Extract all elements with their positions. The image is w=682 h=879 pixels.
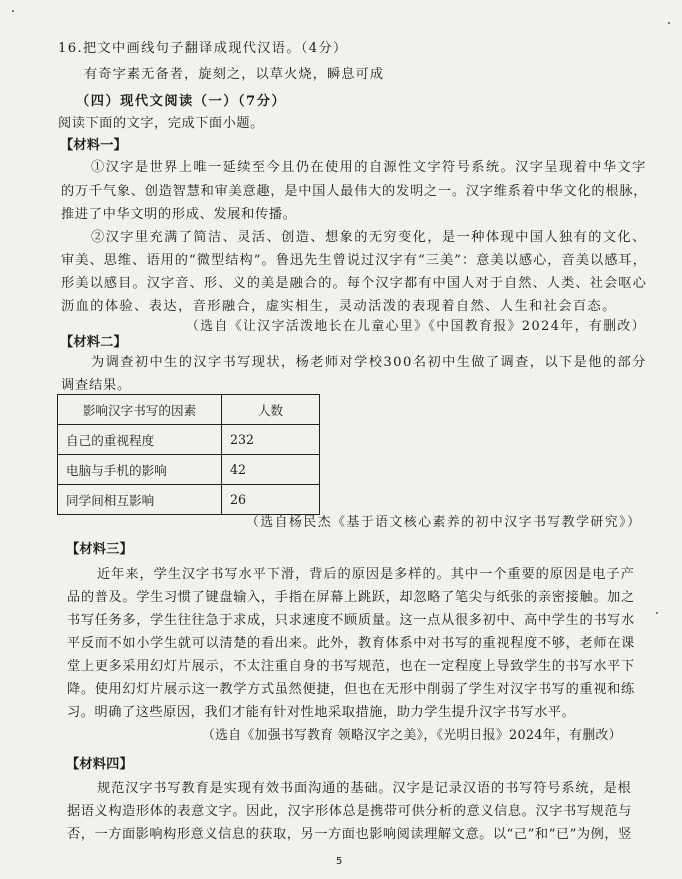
- material-1-heading: 【材料一】: [60, 138, 127, 153]
- material-2-heading: 【材料二】: [60, 335, 127, 350]
- table-cell: 26: [222, 485, 320, 515]
- material-3-line: 书写任务多，学生往往急于求成，只求速度不顾质量。这一点从很多初中、高中学生的书写水: [67, 613, 635, 628]
- question-16-prompt: 16.把文中画线句子翻译成现代汉语。（4分）: [58, 41, 348, 56]
- material-1-line: 沥血的体验、表达，音形融合，虚实相生，灵动活泼的表现着自然、人生和社会百态。: [61, 299, 617, 314]
- page-number: 5: [336, 856, 343, 867]
- table-header-cell: 人数: [222, 395, 320, 425]
- material-4-line: 据语义构造形体的表意文字。因此，汉字形体总是携带可供分析的意义信息。汉字书写规范与: [67, 804, 632, 819]
- material-3-heading: 【材料三】: [66, 542, 133, 557]
- table-cell: 42: [222, 455, 320, 485]
- reading-instruction: 阅读下面的文字，完成下面小题。: [58, 116, 264, 131]
- material-2-line: 调查结果。: [61, 378, 131, 393]
- table-cell: 电脑与手机的影响: [58, 455, 222, 485]
- material-4-line: 规范汉字书写教育是实现有效书面沟通的基础。汉字是记录汉语的书写符号系统，是根: [97, 781, 632, 796]
- material-3-line: 堂上更多采用幻灯片展示，不太注重自身的书写规范，也在一定程度上导致学生的书写水平下: [67, 659, 635, 674]
- material-3-line: 近年来，学生汉字书写水平下滑，背后的原因是多样的。其中一个重要的原因是电子产: [97, 567, 635, 582]
- material-1-line: 审美、思维、语用的“微型结构”。鲁迅先生曾说过汉字有“三美”：意美以感心，音美以感耳，: [61, 253, 647, 268]
- material-1-line: 形美以感目。汉字音、形、义的美是融合的。每个汉字都有中国人对于自然、人类、社会呕心: [61, 276, 647, 291]
- material-1-line: 的万千气象、创造智慧和审美意趣，是中国人最伟大的发明之一。汉字维系着中华文化的根脉，: [61, 184, 648, 199]
- table-row: [58, 455, 320, 485]
- question-16-sentence: 有奇字素无备者，旋刻之，以草火烧，瞬息可成: [84, 67, 385, 82]
- material-2-source: （选自杨民杰《基于语文核心素养的初中汉字书写教学研究》）: [246, 515, 642, 530]
- material-3-line: 品的普及。学生习惯了键盘输入，手指在屏幕上跳跃，却忽略了笔尖与纸张的亲密接触。加之: [67, 590, 635, 605]
- material-3-source: （选自《加强书写教育 领略汉字之美》，《光明日报》2024年，有删改）: [202, 728, 622, 743]
- material-2-line: 为调查初中生的汉字书写现状，杨老师对学校300名初中生做了调查，以下是他的部分: [91, 355, 647, 370]
- material-1-source: （选自《让汉字活泼地长在儿童心里》《中国教育报》2024年，有删改）: [186, 319, 646, 334]
- scan-speck: [12, 10, 14, 12]
- scan-speck: [668, 22, 670, 24]
- table-row: [58, 425, 320, 455]
- material-1-line: 推进了中华文明的形成、发展和传播。: [61, 207, 297, 222]
- scan-speck: [656, 612, 658, 614]
- material-3-line: 降。使用幻灯片展示这一教学方式虽然便捷，但也在无形中削弱了学生对汉字书写的重视和练: [67, 682, 635, 697]
- material-3-line: 平反而不如小学生就可以清楚的看出来。此外，教育体系中对书写的重视程度不够，老师在课: [67, 636, 635, 651]
- material-4-heading: 【材料四】: [66, 757, 133, 772]
- material-4-line: 否，一方面影响构形意义信息的获取，另一方面也影响阅读理解文意。以“己”和“已”为例，竖: [67, 827, 632, 842]
- material-3-line: 习。明确了这些原因，我们才能有针对性地采取措施，助力学生提升汉字书写水平。: [67, 705, 576, 720]
- table-header-cell: 影响汉字书写的因素: [58, 395, 222, 425]
- survey-table: [57, 394, 320, 515]
- table-header-row: [58, 395, 320, 425]
- table-row: [58, 485, 320, 515]
- material-1-line: ①汉字是世界上唯一延续至今且仍在使用的自源性文字符号系统。汉字呈现着中华文字: [91, 160, 647, 175]
- table-cell: 232: [222, 425, 320, 455]
- table-cell: 同学间相互影响: [58, 485, 222, 515]
- table-cell: 自己的重视程度: [58, 425, 222, 455]
- section-title: （四）现代文阅读（一）（7分）: [76, 94, 287, 109]
- material-1-line: ②汉字里充满了简洁、灵活、创造、想象的无穷变化，是一种体现中国人独有的文化、: [91, 230, 647, 245]
